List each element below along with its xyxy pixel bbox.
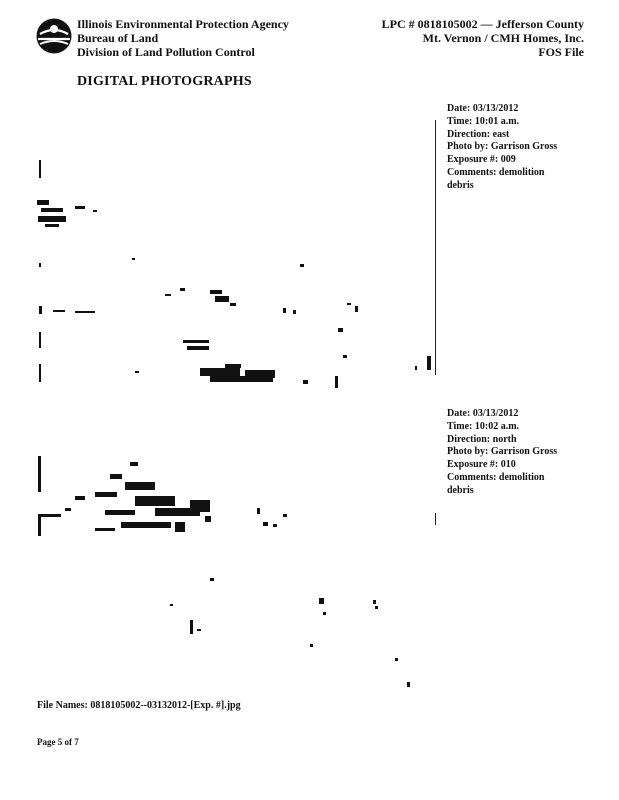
photo-1-photographer: Photo by: Garrison Gross bbox=[447, 141, 558, 153]
photo-1-direction: Direction: east bbox=[447, 128, 510, 140]
photo-1-time: Time: 10:01 a.m. bbox=[447, 115, 520, 127]
photo-2 bbox=[35, 404, 435, 694]
photo-1-comments-cont: debris bbox=[447, 179, 474, 191]
photo-1-date: Date: 03/13/2012 bbox=[447, 103, 519, 114]
photo-2-direction: Direction: north bbox=[447, 433, 517, 445]
photo-2-caption bbox=[447, 408, 557, 498]
photo-2-exposure: Exposure #: 010 bbox=[447, 459, 516, 471]
photo-1-comments: Comments: demolition bbox=[447, 166, 545, 178]
divider-line bbox=[435, 120, 436, 375]
photo-2-date: Date: 03/13/2012 bbox=[447, 408, 519, 419]
page-number: Page 5 of 7 bbox=[37, 737, 79, 747]
photo-1-image bbox=[35, 98, 435, 398]
photo-2-image bbox=[35, 404, 435, 694]
lpc-number: LPC # 0818105002 — Jefferson County bbox=[381, 17, 584, 31]
site-header bbox=[382, 17, 584, 59]
file-names: File Names: 0818105002--03132012-[Exp. #].jpg bbox=[37, 700, 241, 711]
photo-2-comments-cont: debris bbox=[447, 484, 474, 496]
photo-2-photographer: Photo by: Garrison Gross bbox=[447, 446, 558, 458]
bureau-name: Bureau of Land bbox=[77, 31, 159, 45]
site-name: Mt. Vernon / CMH Homes, Inc. bbox=[422, 31, 584, 45]
illinois-epa-logo-icon bbox=[35, 17, 73, 55]
photo-1-caption bbox=[447, 103, 557, 193]
photo-2-time: Time: 10:02 a.m. bbox=[447, 420, 520, 432]
page-title: DIGITAL PHOTOGRAPHS bbox=[77, 74, 252, 89]
photo-1 bbox=[35, 98, 435, 398]
agency-header bbox=[77, 17, 289, 59]
photo-1-exposure: Exposure #: 009 bbox=[447, 154, 516, 166]
division-name: Division of Land Pollution Control bbox=[77, 45, 255, 59]
divider-line-short bbox=[435, 513, 436, 525]
agency-name: Illinois Environmental Protection Agency bbox=[77, 17, 289, 31]
photo-2-comments: Comments: demolition bbox=[447, 471, 545, 483]
file-type: FOS File bbox=[538, 45, 584, 59]
